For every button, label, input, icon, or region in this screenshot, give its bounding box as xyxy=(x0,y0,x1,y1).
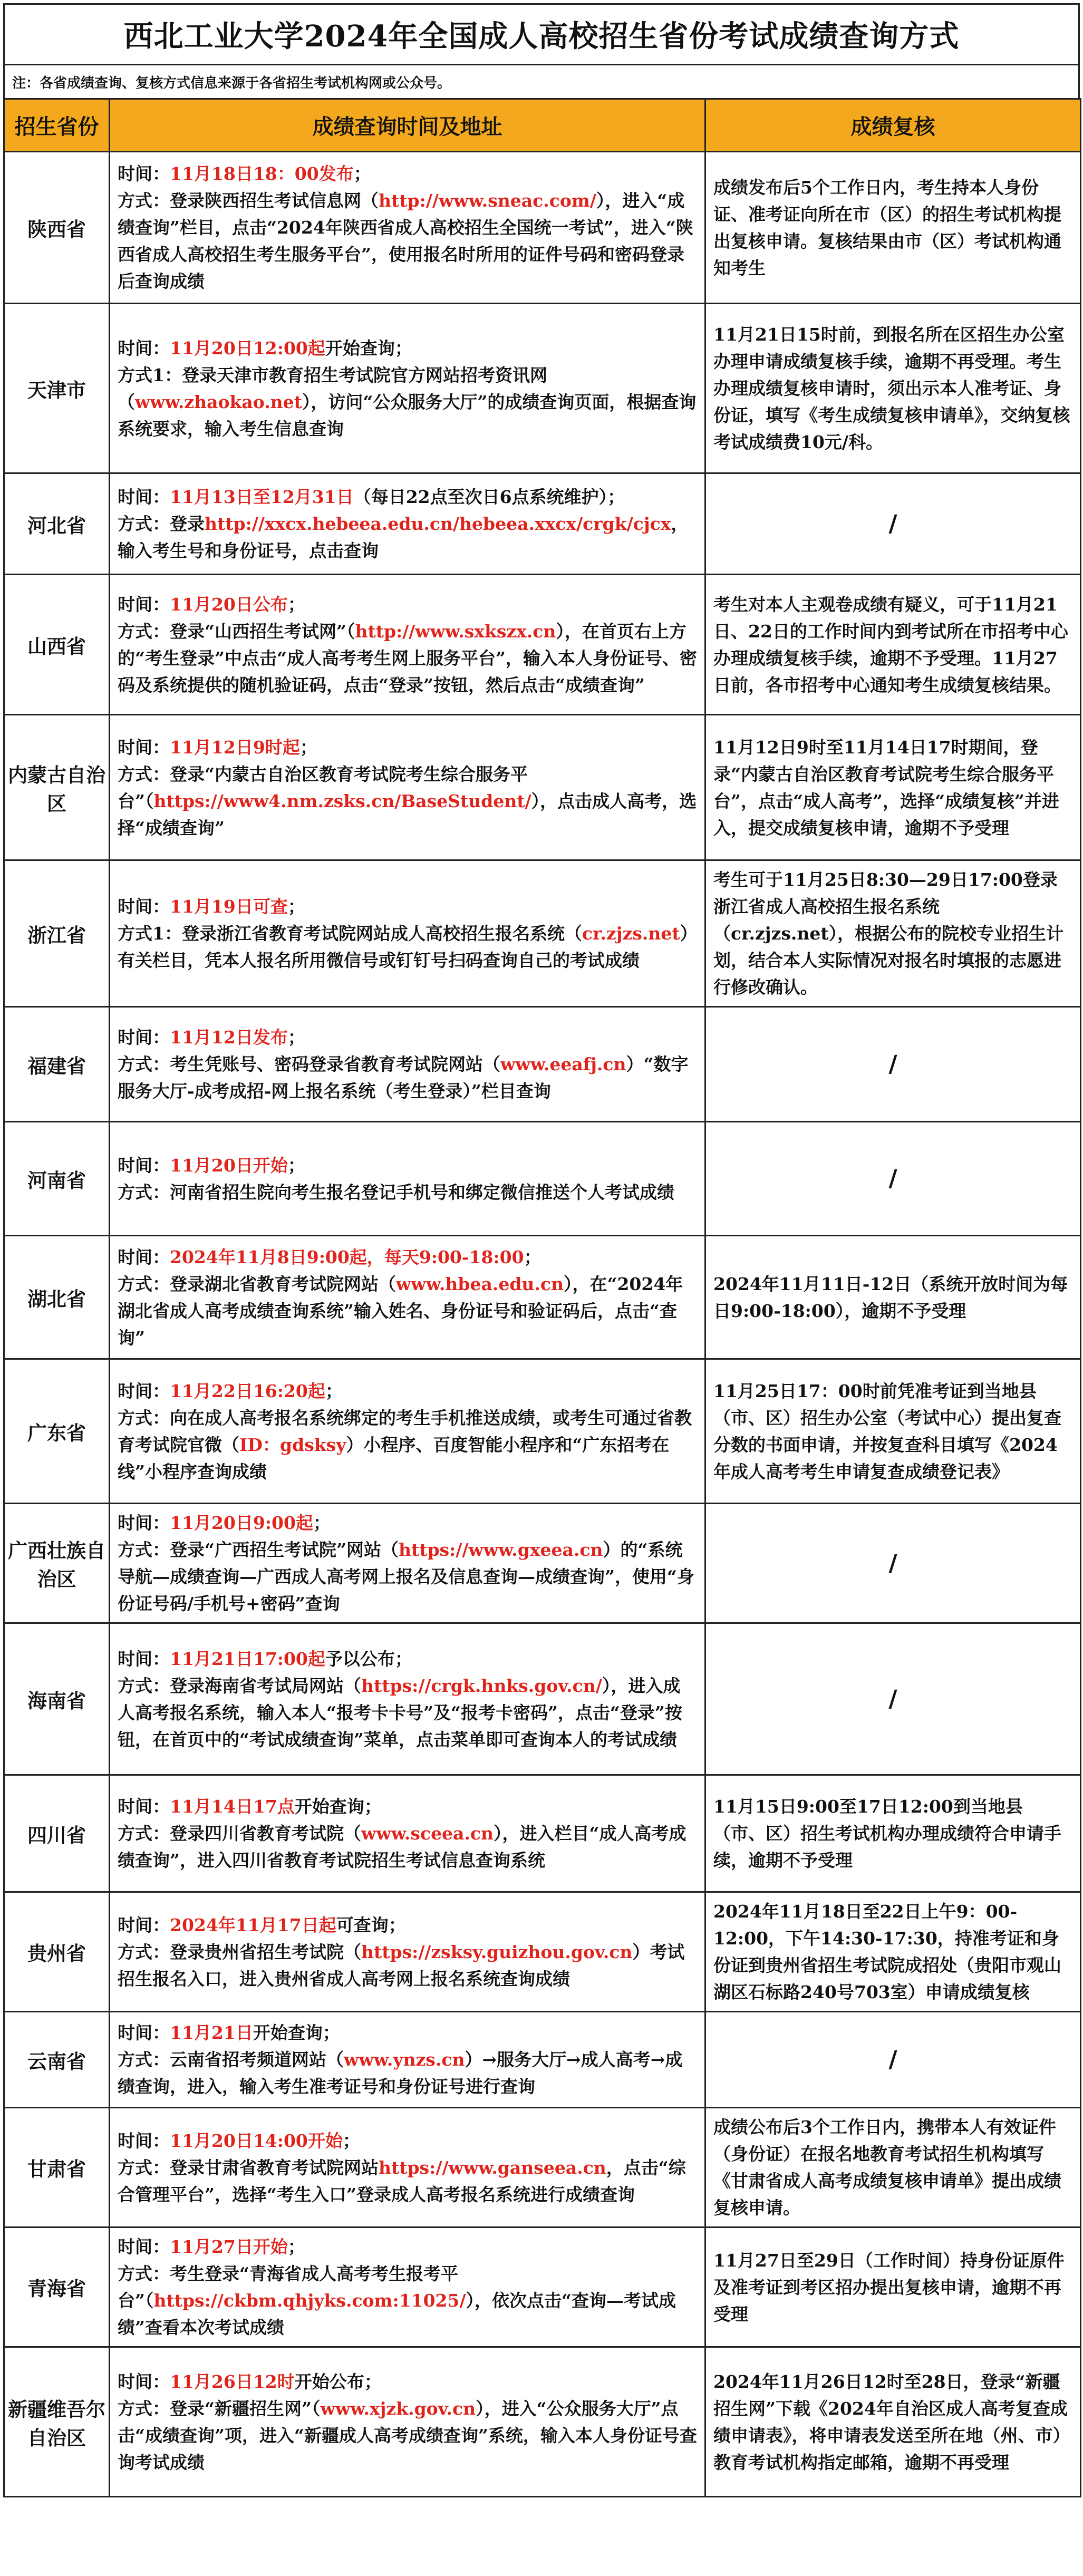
table-row xyxy=(4,1122,1081,1236)
highlight-text: www.xjzk.gov.cn xyxy=(320,2398,476,2419)
review-cell: / xyxy=(705,1623,1081,1775)
method-line xyxy=(118,2233,697,2260)
method-text: ，点击“综合管理平台”，选择“考生入口”登录成人高考报名系统进行成绩查询 xyxy=(118,2157,686,2205)
method-text: 方式1：登录浙江省教育考试院网站成人高校招生报名系统（ xyxy=(118,923,582,944)
method-text: ），进入栏目“成人高考成绩查询”，进入四川省教育考试院招生考试信息查询系统 xyxy=(118,1823,686,1871)
highlight-text: 11月19日可查 xyxy=(170,896,288,917)
review-cell: 11月15日9:00至17日12:00到当地县（市、区）招生考试机构办理成绩符合申请手续，逾期不予受理 xyxy=(705,1775,1081,1892)
method-text: ； xyxy=(287,1155,305,1176)
method-line xyxy=(118,510,697,564)
review-cell: 11月21日15时前，到报名所在区招生办公室办理申请成绩复核手续，逾期不再受理。考生办理成绩复核申请时，须出示本人准考证、身份证，填写《考生成绩复核申请单》，交纳复核考试成绩费10元/科。 xyxy=(705,304,1081,473)
method-line xyxy=(118,1509,697,1536)
method-line xyxy=(118,1536,697,1617)
table-body xyxy=(4,152,1081,2497)
table-row xyxy=(4,1504,1081,1623)
highlight-text: https://crgk.hnks.gov.cn/ xyxy=(361,1675,602,1696)
province-cell: 云南省 xyxy=(4,2012,110,2108)
source-note: 注：各省成绩查询、复核方式信息来源于各省招生考试机构网或公众号。 xyxy=(3,65,1080,98)
highlight-text: 11月13日至12月31日 xyxy=(170,487,354,507)
highlight-text: 11月21日17:00起 xyxy=(170,1648,325,1669)
highlight-text: 11月26日12时 xyxy=(170,2371,295,2392)
review-cell: 考生对本人主观卷成绩有疑义，可于11月21日、22日的工作时间内到考试所在市招考中心办理成绩复核手续，逾期不予受理。11月27日前，各市招考中心通知考生成绩复核结果。 xyxy=(705,575,1081,715)
query-method-cell xyxy=(110,1623,705,1775)
province-cell: 陕西省 xyxy=(4,152,110,304)
method-text: ； xyxy=(287,2236,305,2257)
method-text: 时间： xyxy=(118,2236,170,2257)
method-line xyxy=(118,1912,697,1939)
table-header-row xyxy=(4,99,1081,152)
method-text: 方式：登录贵州省招生考试院（ xyxy=(118,1941,361,1962)
method-text: 方式：登录“新疆招生网”（ xyxy=(118,2398,321,2419)
method-text: ），进入成人高考报名系统，输入本人“报考卡卡号”及“报考卡密码”，点击“登录”按钮，在首页中的“考试成绩查询”菜单，点击菜单即可查询本人的考试成绩 xyxy=(118,1675,682,1750)
method-text: ； xyxy=(342,2130,360,2151)
method-line xyxy=(118,618,697,699)
method-line xyxy=(118,187,697,295)
method-line xyxy=(118,1939,697,1992)
review-cell: 考生可于11月25日8:30—29日17:00登录浙江省成人高校招生报名系统（cr.zjzs.net），根据公布的院校专业招生计划，结合本人实际情况对报名时填报的志愿进行修改确认。 xyxy=(705,860,1081,1007)
method-line xyxy=(118,1378,697,1405)
highlight-text: 2024年11月8日9:00起，每天9:00-18:00 xyxy=(170,1246,524,1267)
highlight-text: https://www.ganseea.cn xyxy=(379,2157,606,2178)
method-text: 方式：登录“内蒙古自治区教育考试院考生综合服务平台”（ xyxy=(118,763,528,811)
method-line xyxy=(118,1244,697,1271)
highlight-text: http://xxcx.hebeea.edu.cn/hebeea.xxcx/crgk/cjcx xyxy=(205,514,671,534)
table-row xyxy=(4,152,1081,304)
highlight-text: www.eeafj.cn xyxy=(500,1054,626,1074)
method-text: 予以公布； xyxy=(325,1648,412,1669)
method-line xyxy=(118,2046,697,2100)
header-review: 成绩复核 xyxy=(705,99,1081,152)
method-text: 时间： xyxy=(118,2130,170,2151)
method-text: 时间： xyxy=(118,2022,170,2043)
table-row xyxy=(4,1236,1081,1359)
table-row xyxy=(4,2347,1081,2497)
method-text: ），进入“公众服务大厅”点击“成绩查询”项，进入“新疆成人高考成绩查询”系统，输入本人身份证号查询考试成绩 xyxy=(118,2398,697,2473)
method-text: 时间： xyxy=(118,1796,170,1817)
highlight-text: www.zhaokao.net xyxy=(135,391,302,412)
table-row xyxy=(4,1775,1081,1892)
table-row xyxy=(4,2228,1081,2347)
method-text: 方式：登录“广西招生考试院”网站（ xyxy=(118,1539,399,1560)
method-text: （每日22点至次日6点系统维护）； xyxy=(353,487,625,507)
method-line xyxy=(118,591,697,618)
table-row xyxy=(4,575,1081,715)
method-line xyxy=(118,1645,697,1672)
review-cell: 11月25日17：00时前凭准考证到当地县（市、区）招生办公室（考试中心）提出复查分数的书面申请，并按复查科目填写《2024年成人高考考生申请复查成绩登记表》 xyxy=(705,1359,1081,1504)
document-page xyxy=(3,3,1080,2497)
method-text: 方式：考生登录“青海省成人高考考生报考平台”（ xyxy=(118,2263,458,2311)
highlight-text: http://www.sneac.com/ xyxy=(379,190,596,211)
method-text: ）小程序、百度智能小程序和“广东招考在线”小程序查询成绩 xyxy=(118,1434,670,1482)
header-province: 招生省份 xyxy=(4,99,110,152)
method-line xyxy=(118,1793,697,1820)
method-text: 方式：云南省招考频道网站（ xyxy=(118,2049,344,2070)
method-line xyxy=(118,1024,697,1051)
query-method-cell xyxy=(110,860,705,1007)
review-cell: / xyxy=(705,1122,1081,1236)
method-text: 方式：考生凭账号、密码登录省教育考试院网站（ xyxy=(118,1054,500,1074)
method-text: 时间： xyxy=(118,737,170,758)
method-text: 时间： xyxy=(118,1513,170,1533)
highlight-text: ID：gdsksy xyxy=(239,1434,346,1455)
highlight-text: 11月12日发布 xyxy=(170,1027,288,1048)
highlight-text: 11月21日 xyxy=(170,2022,253,2043)
method-text: ； xyxy=(524,1246,542,1267)
highlight-text: www.sceea.cn xyxy=(361,1823,494,1844)
method-text: 时间： xyxy=(118,337,170,359)
query-method-cell xyxy=(110,152,705,304)
review-cell: 11月12日9时至11月14日17时期间，登录“内蒙古自治区教育考试院考生综合服务平台”，点击“成人高考”，选择“成绩复核”并进入，提交成绩复核申请，逾期不予受理 xyxy=(705,715,1081,860)
highlight-text: 11月20日9:00起 xyxy=(170,1513,313,1533)
province-cell: 浙江省 xyxy=(4,860,110,1007)
highlight-text: https://ckbm.qhjyks.com:11025/ xyxy=(153,2290,466,2311)
query-method-cell xyxy=(110,1892,705,2012)
query-method-cell xyxy=(110,1236,705,1359)
method-text: ），在首页右上方的“考生登录”中点击“成人高考考生网上服务平台”，输入本人身份证号、密码及系统提供的随机验证码，点击“登录”按钮，然后点击“成绩查询” xyxy=(118,621,697,695)
query-method-cell xyxy=(110,2228,705,2347)
query-method-cell xyxy=(110,304,705,473)
method-text: ），在“2024年湖北省成人高考成绩查询系统”输入姓名、身份证号和验证码后，点击“查询” xyxy=(118,1273,683,1348)
method-text: 方式：登录陕西招生考试信息网（ xyxy=(118,190,379,211)
method-text: 时间： xyxy=(118,594,170,615)
method-text: 时间： xyxy=(118,1155,170,1176)
method-text: 时间： xyxy=(118,1914,170,1935)
method-text: ，输入考生号和身份证号，点击查询 xyxy=(118,514,689,561)
query-method-cell xyxy=(110,2012,705,2108)
query-method-cell xyxy=(110,1007,705,1122)
method-line xyxy=(118,2368,697,2395)
province-cell: 河南省 xyxy=(4,1122,110,1236)
method-line xyxy=(118,362,697,442)
highlight-text: https://www.gxeea.cn xyxy=(398,1539,603,1560)
method-line xyxy=(118,2127,697,2154)
method-line xyxy=(118,1672,697,1753)
method-line xyxy=(118,734,697,761)
province-cell: 山西省 xyxy=(4,575,110,715)
method-text: 时间： xyxy=(118,2371,170,2392)
method-text: 时间： xyxy=(118,1246,170,1267)
method-text: ； xyxy=(313,1513,331,1533)
method-text: 开始查询； xyxy=(294,1796,382,1817)
method-text: 方式：河南省招生院向考生报名登记手机号和绑定微信推送个人考试成绩 xyxy=(118,1182,674,1203)
method-text: 时间： xyxy=(118,487,170,507)
highlight-text: 11月12日9时起 xyxy=(170,737,300,758)
query-method-cell xyxy=(110,473,705,575)
method-line xyxy=(118,2260,697,2341)
table-row xyxy=(4,715,1081,860)
query-method-cell xyxy=(110,1359,705,1504)
table-row xyxy=(4,304,1081,473)
method-text: ）“数字服务大厅-成考成招-网上报名系统（考生登录）”栏目查询 xyxy=(118,1054,689,1101)
table-row xyxy=(4,1892,1081,2012)
province-cell: 新疆维吾尔自治区 xyxy=(4,2347,110,2497)
table-row xyxy=(4,2108,1081,2228)
highlight-text: 11月20日开始 xyxy=(170,1155,288,1176)
method-line xyxy=(118,893,697,920)
method-text: 方式：登录四川省教育考试院（ xyxy=(118,1823,361,1844)
method-text: ； xyxy=(353,163,371,184)
province-cell: 青海省 xyxy=(4,2228,110,2347)
method-text: ； xyxy=(299,737,317,758)
query-method-cell xyxy=(110,575,705,715)
highlight-text: 11月20日公布 xyxy=(170,594,288,615)
review-cell: 2024年11月26日12时至28日，登录“新疆招生网”下载《2024年自治区成人高考复查成绩申请表》，将申请表发送至所在地（州、市）教育考试机构指定邮箱，逾期不再受理 xyxy=(705,2347,1081,2497)
highlight-text: www.hbea.edu.cn xyxy=(396,1273,564,1294)
method-line xyxy=(118,920,697,974)
province-cell: 四川省 xyxy=(4,1775,110,1892)
highlight-text: 11月14日17点 xyxy=(170,1796,295,1817)
method-text: 开始公布； xyxy=(294,2371,382,2392)
highlight-text: 11月20日14:00开始 xyxy=(170,2130,343,2151)
highlight-text: www.ynzs.cn xyxy=(344,2049,465,2070)
page-title: 西北工业大学2024年全国成人高校招生省份考试成绩查询方式 xyxy=(3,3,1080,65)
method-text: 方式：登录“山西招生考试网”（ xyxy=(118,621,355,642)
review-cell: 2024年11月11日-12日（系统开放时间为每日9:00-18:00），逾期不予受理 xyxy=(705,1236,1081,1359)
province-cell: 甘肃省 xyxy=(4,2108,110,2228)
method-text: ）→服务大厅→成人高考→成绩查询，进入，输入考生准考证号和身份证号进行查询 xyxy=(118,2049,683,2097)
method-text: 方式：登录海南省考试局网站（ xyxy=(118,1675,361,1696)
province-cell: 海南省 xyxy=(4,1623,110,1775)
method-text: 时间： xyxy=(118,163,170,184)
method-line xyxy=(118,1051,697,1105)
method-text: ； xyxy=(287,896,305,917)
review-cell: 11月27日至29日（工作时间）持身份证原件及准考证到考区招办提出复核申请，逾期不再受理 xyxy=(705,2228,1081,2347)
method-text: 方式：登录 xyxy=(118,514,205,534)
method-text: ），依次点击“查询—考试成绩”查看本次考试成绩 xyxy=(118,2290,676,2338)
method-line xyxy=(118,483,697,510)
highlight-text: 11月27日开始 xyxy=(170,2236,288,2257)
review-cell: 成绩公布后3个工作日内，携带本人有效证件（身份证）在报名地教育考试招生机构填写《甘肃省成人高考成绩复核申请单》提出成绩复核申请。 xyxy=(705,2108,1081,2228)
query-method-cell xyxy=(110,2108,705,2228)
province-cell: 贵州省 xyxy=(4,1892,110,2012)
review-cell: 成绩发布后5个工作日内，考生持本人身份证、准考证向所在市（区）的招生考试机构提出复核申请。复核结果由市（区）考试机构通知考生 xyxy=(705,152,1081,304)
review-cell: / xyxy=(705,1504,1081,1623)
method-text: ； xyxy=(325,1380,343,1401)
province-cell: 内蒙古自治区 xyxy=(4,715,110,860)
method-text: ），进入“成绩查询”栏目，点击“2024年陕西省成人高校招生全国统一考试”，进入“陕西省成人高校招生考生服务平台”，使用报名时所用的证件号码和密码登录后查询成绩 xyxy=(118,190,693,292)
highlight-text: http://www.sxkszx.cn xyxy=(355,621,556,642)
review-cell: 2024年11月18日至22日上午9：00-12:00，下午14:30-17:30，持准考证和身份证到贵州省招生考试院成招处（贵阳市观山湖区石标路240号703室）申请成绩复核 xyxy=(705,1892,1081,2012)
method-line xyxy=(118,1405,697,1485)
method-text: 方式：登录甘肃省教育考试院网站 xyxy=(118,2157,379,2178)
method-line xyxy=(118,2019,697,2046)
method-text: ； xyxy=(287,594,305,615)
table-row xyxy=(4,1359,1081,1504)
method-line xyxy=(118,160,697,187)
highlight-text: https://www4.nm.zsks.cn/BaseStudent/ xyxy=(153,790,531,811)
method-text: 方式：登录湖北省教育考试院网站（ xyxy=(118,1273,396,1294)
query-method-cell xyxy=(110,2347,705,2497)
method-line xyxy=(118,2154,697,2208)
method-line xyxy=(118,1179,697,1206)
method-line xyxy=(118,1152,697,1179)
method-text: 开始查询； xyxy=(253,2022,340,2043)
highlight-text: 11月22日16:20起 xyxy=(170,1380,325,1401)
province-cell: 福建省 xyxy=(4,1007,110,1122)
method-text: 时间： xyxy=(118,896,170,917)
method-text: 可查询； xyxy=(336,1914,406,1935)
table-row xyxy=(4,2012,1081,2108)
query-method-cell xyxy=(110,1122,705,1236)
province-cell: 广东省 xyxy=(4,1359,110,1504)
method-text: 方式1：登录天津市教育招生考试院官方网站招考资讯网（ xyxy=(118,364,547,412)
method-line xyxy=(118,1271,697,1351)
method-text: 时间： xyxy=(118,1027,170,1048)
table-row xyxy=(4,473,1081,575)
method-text: ； xyxy=(287,1027,305,1048)
province-cell: 湖北省 xyxy=(4,1236,110,1359)
header-method: 成绩查询时间及地址 xyxy=(110,99,705,152)
method-text: 开始查询； xyxy=(325,337,412,359)
highlight-text: 11月20日12:00起 xyxy=(170,337,325,359)
table-row xyxy=(4,1623,1081,1775)
table-row xyxy=(4,860,1081,1007)
method-line xyxy=(118,2395,697,2476)
review-cell: / xyxy=(705,2012,1081,2108)
score-query-table xyxy=(3,98,1081,2497)
highlight-text: 11月18日18：00发布 xyxy=(170,163,354,184)
method-text: ）考试招生报名入口，进入贵州省成人高考网上报名系统查询成绩 xyxy=(118,1941,685,1989)
province-cell: 河北省 xyxy=(4,473,110,575)
method-text: ）有关栏目，凭本人报名所用微信号或钉钉号扫码查询自己的考试成绩 xyxy=(118,923,689,971)
method-text: ），点击成人高考，选择“成绩查询” xyxy=(118,790,697,838)
province-cell: 广西壮族自治区 xyxy=(4,1504,110,1623)
highlight-text: 2024年11月17日起 xyxy=(170,1914,336,1935)
query-method-cell xyxy=(110,715,705,860)
review-cell: / xyxy=(705,1007,1081,1122)
method-line xyxy=(118,761,697,841)
table-row xyxy=(4,1007,1081,1122)
query-method-cell xyxy=(110,1504,705,1623)
highlight-text: https://zsksy.guizhou.gov.cn xyxy=(361,1941,633,1962)
query-method-cell xyxy=(110,1775,705,1892)
method-text: ）的“系统导航—成绩查询—广西成人高考网上报名及信息查询—成绩查询”，使用“身份证号码/手机号+密码”查询 xyxy=(118,1539,694,1614)
highlight-text: cr.zjzs.net xyxy=(582,923,680,944)
method-text: 时间： xyxy=(118,1648,170,1669)
method-text: 时间： xyxy=(118,1380,170,1401)
method-text: 方式：向在成人高考报名系统绑定的考生手机推送成绩，或考生可通过省教育考试院官微（ xyxy=(118,1407,692,1455)
method-line xyxy=(118,335,697,362)
method-line xyxy=(118,1820,697,1874)
method-text: ），访问“公众服务大厅”的成绩查询页面，根据查询系统要求，输入考生信息查询 xyxy=(118,391,697,439)
province-cell: 天津市 xyxy=(4,304,110,473)
review-cell: / xyxy=(705,473,1081,575)
